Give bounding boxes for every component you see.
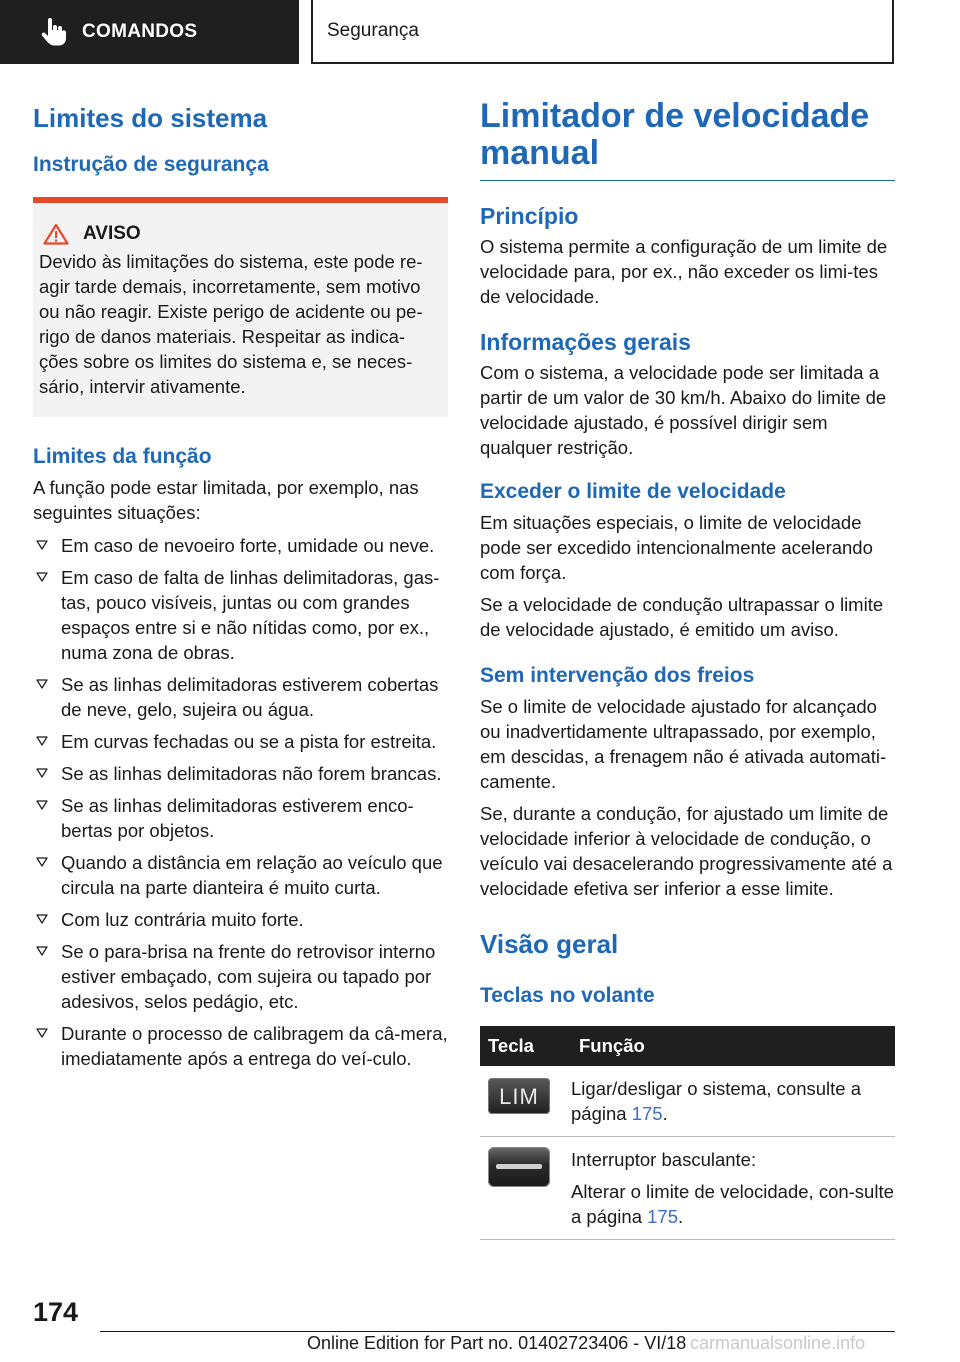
bullet-triangle-icon xyxy=(36,1028,48,1038)
rocker-switch-icon xyxy=(488,1147,550,1187)
list-item xyxy=(33,793,448,843)
lim-button-label: LIM xyxy=(499,1083,539,1109)
page-header xyxy=(0,0,960,66)
system-limits-title: Limites do sistema xyxy=(33,103,268,133)
steering-keys-table xyxy=(480,1026,895,1240)
list-item-text: Se o para-brisa na frente do retrovisor interno estiver embaçado, com sujeira ou tapado por adesivos, selos pedágio, etc. xyxy=(61,941,436,1012)
list-item xyxy=(33,565,448,665)
list-item-text: Em caso de falta de linhas delimitadoras, gas-tas, pouco visíveis, juntas ou com grandes espaços entre si e não nítidas como, por ex., numa zona de obras. xyxy=(61,567,440,663)
list-item-text: Se as linhas delimitadoras não forem brancas. xyxy=(61,763,442,784)
bullet-triangle-icon xyxy=(36,572,48,582)
list-item-text: Se as linhas delimitadoras estiverem enco-bertas por objetos. xyxy=(61,795,414,841)
exceed-limit-heading: Exceder o limite de velocidade xyxy=(480,480,786,503)
list-item xyxy=(33,907,448,932)
warning-header xyxy=(39,223,436,245)
safety-instruction-subtitle: Instrução de segurança xyxy=(33,153,269,176)
lim-button-icon xyxy=(488,1078,550,1114)
warning-title: AVISO xyxy=(83,223,141,244)
table-row xyxy=(480,1137,895,1240)
speed-limiter-title-line1: Limitador de velocidade xyxy=(480,97,870,135)
bullet-triangle-icon xyxy=(36,768,48,778)
list-item xyxy=(33,1021,448,1071)
list-item-text: Em caso de nevoeiro forte, umidade ou neve. xyxy=(61,535,435,556)
function-limits-intro: A função pode estar limitada, por exemplo, nas seguintes situações: xyxy=(33,477,419,523)
rocker-description-text: Alterar o limite de velocidade, con-sulte a página xyxy=(571,1181,894,1227)
bullet-triangle-icon xyxy=(36,540,48,550)
hand-pointer-icon xyxy=(38,17,68,47)
lim-description-suffix: . xyxy=(662,1103,668,1124)
title-divider xyxy=(480,180,895,181)
exceed-limit-text-2: Se a velocidade de condução ultrapassar o limite de velocidade ajustado, é emitido um aviso. xyxy=(480,594,884,640)
overview-heading: Visão geral xyxy=(480,929,619,959)
steering-keys-heading: Teclas no volante xyxy=(480,984,655,1007)
exceed-limit-text-1: Em situações especiais, o limite de velocidade pode ser excedido intencionalmente acelerando com força. xyxy=(480,512,873,583)
edition-text: Online Edition for Part no. 01402723406 - VI/18 xyxy=(307,1333,687,1353)
column-header-key: Tecla xyxy=(480,1026,571,1066)
warning-box xyxy=(33,197,448,417)
lim-key-cell xyxy=(480,1066,571,1137)
function-limits-heading: Limites da função xyxy=(33,445,212,468)
no-brake-text-1: Se o limite de velocidade ajustado for alcançado ou inadvertidamente ultrapassado, por exemplo, em descidas, a frenagem não é ativada automati-camente. xyxy=(480,696,887,792)
list-item xyxy=(33,533,448,558)
speed-limiter-title-line2: manual xyxy=(480,134,600,172)
section-label: Segurança xyxy=(327,20,419,41)
no-brake-heading: Sem intervenção dos freios xyxy=(480,664,755,687)
list-item xyxy=(33,850,448,900)
list-item xyxy=(33,761,448,786)
page-link-175[interactable]: 175 xyxy=(631,1103,663,1124)
no-brake-text-2: Se, durante a condução, for ajustado um limite de velocidade inferior à velocidade de condução, o veículo vai desacelerando progressivamente até a velocidade efetiva ser inferior a esse limite. xyxy=(480,803,893,899)
list-item-text: Se as linhas delimitadoras estiverem cobertas de neve, gelo, sujeira ou água. xyxy=(61,674,439,720)
bullet-triangle-icon xyxy=(36,946,48,956)
speed-limiter-title xyxy=(480,98,895,172)
page-number: 174 xyxy=(33,1297,79,1327)
bullet-triangle-icon xyxy=(36,914,48,924)
right-column xyxy=(480,98,895,1240)
watermark-text: carmanualsonline.info xyxy=(690,1333,866,1353)
warning-text: Devido às limitações do sistema, este pode re-agir tarde demais, incorretamente, sem motivo ou não reagir. Existe perigo de acidente ou pe-rigo de danos materiais. Respeitar as indica-ções sobre os limites do sistema e, se neces-sário, intervir ativamente. xyxy=(39,251,423,397)
chapter-label: COMANDOS xyxy=(82,21,198,42)
warning-triangle-icon xyxy=(43,223,69,245)
section-tab xyxy=(311,0,894,64)
general-info-heading: Informações gerais xyxy=(480,329,691,355)
list-item xyxy=(33,729,448,754)
bullet-triangle-icon xyxy=(36,800,48,810)
lim-description xyxy=(571,1066,895,1137)
list-item-text: Durante o processo de calibragem da câ-mera, imediatamente após a entrega do veí-culo. xyxy=(61,1023,448,1069)
rocker-description-title: Interruptor basculante: xyxy=(571,1149,757,1170)
table-row xyxy=(480,1066,895,1137)
rocker-description xyxy=(571,1137,895,1240)
footer-divider xyxy=(100,1331,895,1332)
page-link-175[interactable]: 175 xyxy=(647,1206,678,1227)
list-item xyxy=(33,939,448,1014)
rocker-description-suffix: . xyxy=(678,1206,684,1227)
lim-description-text: Ligar/desligar o sistema, consulte a página xyxy=(571,1078,861,1124)
list-item xyxy=(33,672,448,722)
table-header-row xyxy=(480,1026,895,1066)
general-info-text: Com o sistema, a velocidade pode ser limitada a partir de um valor de 30 km/h. Abaixo do limite de velocidade ajustado, é possível dirigir sem qualquer restrição. xyxy=(480,362,887,458)
principle-text: O sistema permite a configuração de um limite de velocidade para, por ex., não exceder os limi-tes de velocidade. xyxy=(480,236,888,307)
left-column xyxy=(33,98,448,1078)
list-item-text: Com luz contrária muito forte. xyxy=(61,909,304,930)
list-item-text: Quando a distância em relação ao veículo que circula na parte dianteira é muito curta. xyxy=(61,852,443,898)
principle-heading: Princípio xyxy=(480,203,579,229)
rocker-description-body xyxy=(571,1179,895,1229)
bullet-triangle-icon xyxy=(36,679,48,689)
chapter-tab xyxy=(0,0,299,64)
column-header-function: Função xyxy=(571,1026,895,1066)
rocker-key-cell xyxy=(480,1137,571,1240)
bullet-triangle-icon xyxy=(36,736,48,746)
function-limits-list xyxy=(33,533,448,1071)
bullet-triangle-icon xyxy=(36,857,48,867)
list-item-text: Em curvas fechadas ou se a pista for estreita. xyxy=(61,731,437,752)
